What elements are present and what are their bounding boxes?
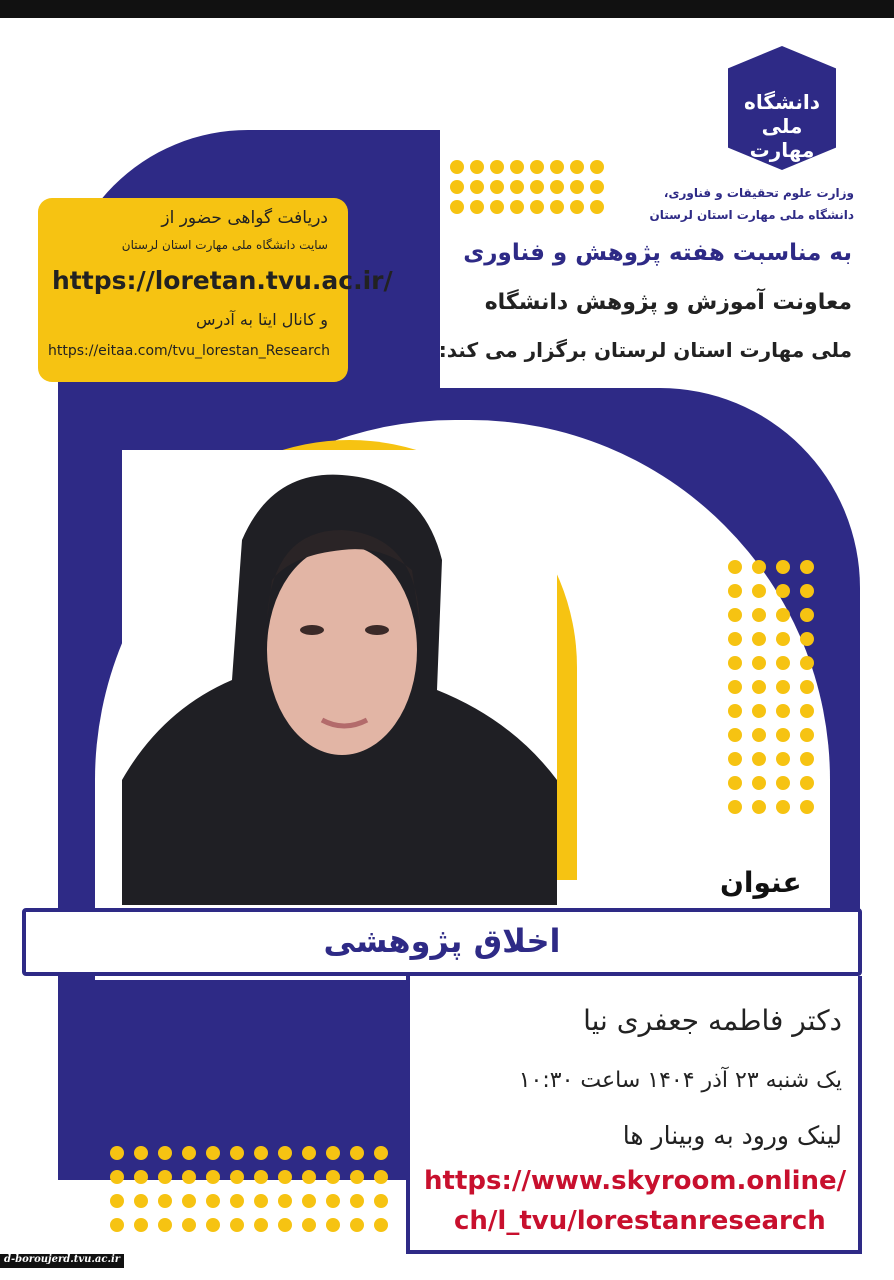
dot (230, 1194, 244, 1208)
heading-line-1: به مناسبت هفته پژوهش و فناوری (463, 240, 852, 266)
dot (326, 1170, 340, 1184)
dot (800, 632, 814, 646)
dot (206, 1170, 220, 1184)
dot (728, 800, 742, 814)
ministry-line-1: وزارت علوم تحقیقات و فناوری، (663, 186, 854, 200)
dot (230, 1170, 244, 1184)
dot (490, 160, 504, 174)
dot (752, 704, 766, 718)
dot (350, 1218, 364, 1232)
logo-text: دانشگاه ملی مهارت (744, 90, 820, 162)
dot (158, 1194, 172, 1208)
dot (752, 560, 766, 574)
dot (254, 1170, 268, 1184)
dot (800, 704, 814, 718)
dot (776, 704, 790, 718)
details-box (406, 976, 862, 1254)
eitaa-link[interactable]: https://eitaa.com/tvu_lorestan_Research (48, 343, 331, 359)
dot (350, 1146, 364, 1160)
event-datetime: یک شنبه ۲۳ آذر ۱۴۰۴ ساعت ۱۰:۳۰ (518, 1068, 842, 1093)
dot (590, 160, 604, 174)
dot (350, 1170, 364, 1184)
dot (728, 704, 742, 718)
dot (800, 752, 814, 766)
dot (158, 1218, 172, 1232)
lecture-title-box (22, 908, 862, 976)
dot (728, 680, 742, 694)
dot (450, 180, 464, 194)
dot (302, 1194, 316, 1208)
dot (510, 180, 524, 194)
dot (110, 1194, 124, 1208)
dot (134, 1170, 148, 1184)
dot (776, 560, 790, 574)
dot (254, 1146, 268, 1160)
dot (182, 1170, 196, 1184)
dot (800, 800, 814, 814)
dot (728, 728, 742, 742)
dot (326, 1146, 340, 1160)
dot (450, 160, 464, 174)
dot (728, 656, 742, 670)
info-line-1: دریافت گواهی حضور از (161, 208, 328, 228)
dot (776, 584, 790, 598)
dot-pattern-right (728, 560, 814, 814)
dot (728, 584, 742, 598)
dot (206, 1218, 220, 1232)
dot (752, 632, 766, 646)
dot (374, 1218, 388, 1232)
info-line-2: سایت دانشگاه ملی مهارت استان لرستان (121, 238, 328, 252)
dot (302, 1146, 316, 1160)
dot (752, 776, 766, 790)
dot (530, 160, 544, 174)
dot (278, 1218, 292, 1232)
dot (206, 1146, 220, 1160)
dot (800, 584, 814, 598)
dot (728, 776, 742, 790)
dot (278, 1146, 292, 1160)
dot (752, 800, 766, 814)
dot (254, 1194, 268, 1208)
heading-line-2: معاونت آموزش و پژوهش دانشگاه (484, 290, 852, 315)
dot (230, 1218, 244, 1232)
dot (776, 800, 790, 814)
dot (776, 776, 790, 790)
dot (752, 584, 766, 598)
watermark: d-boroujerd.tvu.ac.ir (0, 1254, 124, 1268)
dot (230, 1146, 244, 1160)
dot (110, 1146, 124, 1160)
dot (530, 200, 544, 214)
dot (728, 632, 742, 646)
dot (776, 632, 790, 646)
dot (800, 608, 814, 622)
dot (374, 1170, 388, 1184)
dot (550, 160, 564, 174)
dot-pattern-top (450, 160, 604, 214)
dot (110, 1170, 124, 1184)
dot (110, 1218, 124, 1232)
dot (470, 160, 484, 174)
heading-line-3: ملی مهارت استان لرستان برگزار می کند: (438, 338, 852, 362)
dot (490, 200, 504, 214)
dot (182, 1218, 196, 1232)
dot (182, 1146, 196, 1160)
lecture-title: اخلاق پژوهشی (323, 922, 561, 960)
speaker-name: دکتر فاطمه جعفری نیا (583, 1004, 842, 1037)
dot (728, 752, 742, 766)
dot (752, 752, 766, 766)
dot (800, 728, 814, 742)
dot (326, 1218, 340, 1232)
webinar-link-line-2[interactable]: ch/l_tvu/lorestanresearch (454, 1206, 826, 1236)
dot (776, 656, 790, 670)
dot (752, 656, 766, 670)
dot (134, 1218, 148, 1232)
dot (490, 180, 504, 194)
dot (278, 1170, 292, 1184)
dot (570, 180, 584, 194)
dot (374, 1194, 388, 1208)
dot (570, 160, 584, 174)
dot-pattern-bottom (110, 1146, 388, 1232)
title-label: عنوان (720, 866, 802, 899)
dot (752, 608, 766, 622)
dot (302, 1170, 316, 1184)
dot (800, 680, 814, 694)
certificate-info-box (38, 198, 393, 382)
dot (590, 200, 604, 214)
dot (530, 180, 544, 194)
dot (326, 1194, 340, 1208)
dot (510, 200, 524, 214)
dot (550, 200, 564, 214)
ministry-line-2: دانشگاه ملی مهارت استان لرستان (649, 208, 854, 222)
dot (134, 1194, 148, 1208)
dot (450, 200, 464, 214)
speaker-photo (122, 450, 557, 905)
dot (206, 1194, 220, 1208)
dot (158, 1146, 172, 1160)
dot (254, 1218, 268, 1232)
dot (776, 608, 790, 622)
dot (776, 728, 790, 742)
dot (510, 160, 524, 174)
dot (800, 656, 814, 670)
info-line-4: و کانال ایتا به آدرس (196, 310, 328, 329)
dot (350, 1194, 364, 1208)
dot (470, 200, 484, 214)
dot (776, 752, 790, 766)
dot (374, 1146, 388, 1160)
dot (550, 180, 564, 194)
dot (728, 608, 742, 622)
dot (590, 180, 604, 194)
ministry-text (649, 182, 854, 226)
dot (278, 1194, 292, 1208)
dot (158, 1170, 172, 1184)
dot (134, 1146, 148, 1160)
dot (752, 680, 766, 694)
site-link[interactable]: https://loretan.tvu.ac.ir/ (52, 266, 393, 295)
dot (800, 560, 814, 574)
dot (570, 200, 584, 214)
dot (800, 776, 814, 790)
dot (728, 560, 742, 574)
dot (776, 680, 790, 694)
dot (182, 1194, 196, 1208)
dot (752, 728, 766, 742)
top-bar (0, 0, 894, 18)
link-label: لینک ورود به وبینار ها (622, 1121, 842, 1150)
dot (470, 180, 484, 194)
webinar-link-line-1[interactable]: https://www.skyroom.online/ (424, 1166, 847, 1196)
dot (302, 1218, 316, 1232)
